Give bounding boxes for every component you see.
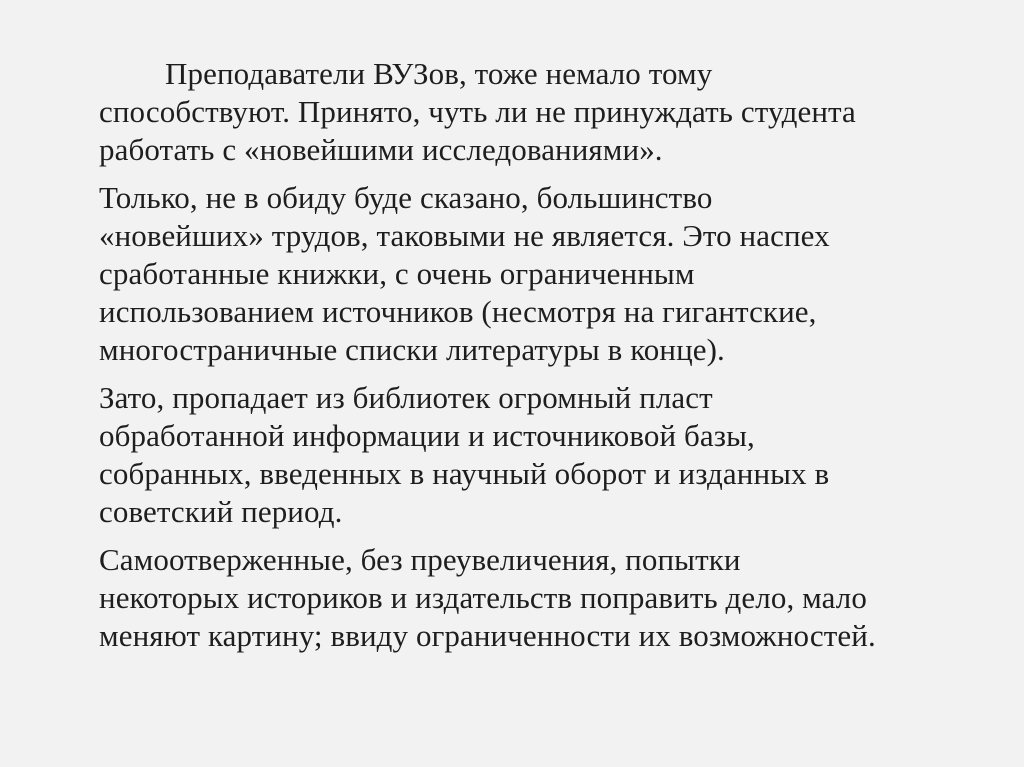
paragraph-3 [99,379,949,531]
text-line: некоторых историков и издательств поправить дело, мало [99,580,867,615]
paragraph-4 [99,541,949,655]
text-line: многостраничные списки литературы в конце). [99,332,725,367]
text-line: «новейших» трудов, таковыми не является. Это наспех [99,218,830,253]
text-line: способствуют. Принято, чуть ли не принуждать студента [99,94,856,129]
text-line: собранных, введенных в научный оборот и изданных в [99,456,830,491]
text-line: сработанные книжки, с очень ограниченным [99,256,695,291]
paragraph-1 [99,55,949,169]
text-line: использованием источников (несмотря на гигантские, [99,294,817,329]
text-line: меняют картину; ввиду ограниченности их возможностей. [99,618,876,653]
paragraph-2 [99,179,949,369]
slide-text-body [99,55,949,665]
text-line: Зато, пропадает из библиотек огромный пласт [99,380,713,415]
text-line: Самоотверженные, без преувеличения, попытки [99,542,741,577]
text-line: обработанной информации и источниковой базы, [99,418,755,453]
text-line: советский период. [99,494,343,529]
text-line: работать с «новейшими исследованиями». [99,132,663,167]
text-line: Только, не в обиду буде сказано, большинство [99,180,713,215]
text-line: Преподаватели ВУЗов, тоже немало тому [165,56,713,91]
